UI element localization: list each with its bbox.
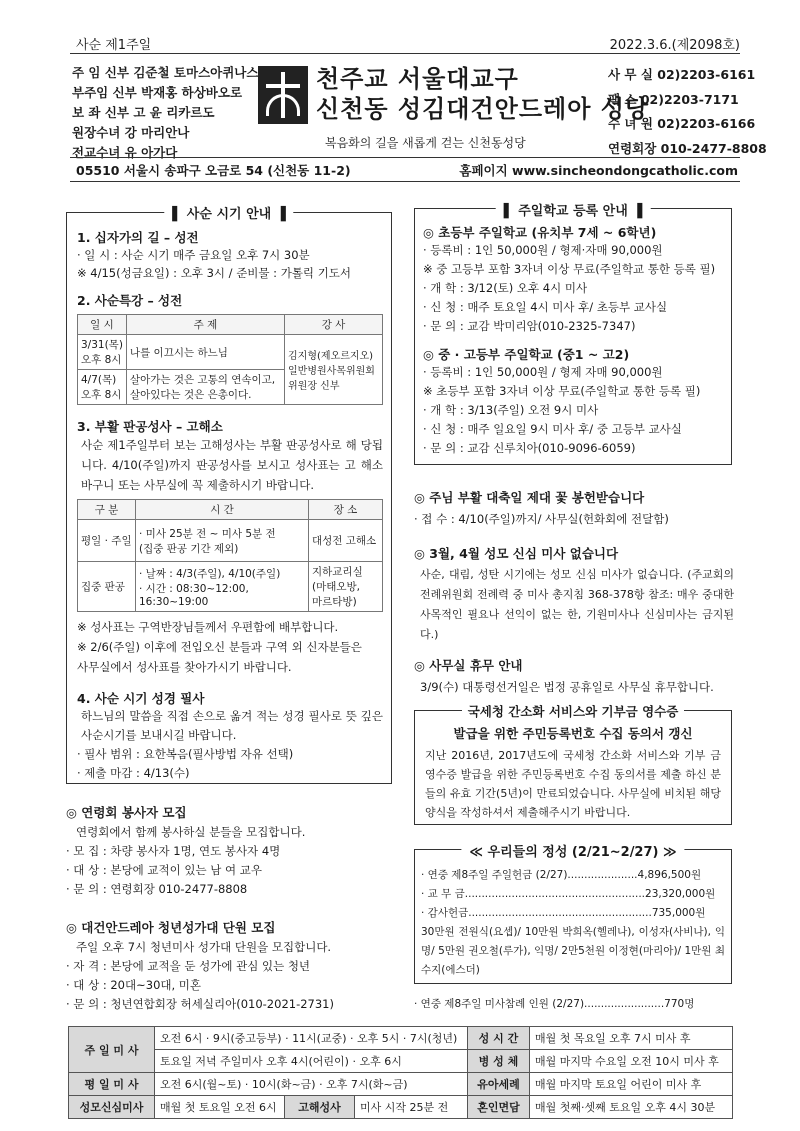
confession-header-time: 시 간 [136, 500, 309, 520]
volunteer-line: · 문 의 : 연령회장 010-2477-8808 [66, 882, 248, 896]
confession-note: 사무실에서 성사표를 찾아가시기 바랍니다. [77, 660, 292, 674]
sick-communion-label: 병 성 체 [467, 1050, 529, 1073]
lent-guide-box [66, 207, 392, 784]
youth-choir-line: · 문 의 : 청년연합회장 허세실리아(010-2021-2731) [66, 997, 334, 1011]
transcription-body: 하느님의 말씀을 직접 손으로 옮겨 적는 성경 필사로 뜻 깊은 사순시기를 보내시길 바랍니다. [81, 709, 383, 742]
offering-line: · 교 무 금......................................................23,320,000원 [421, 888, 716, 900]
sunday-mass-label: 주 일 미 사 [69, 1027, 155, 1073]
lecture-header-date: 일 시 [78, 315, 127, 335]
volunteer-line: · 대 상 : 본당에 교적이 있는 남 여 교우 [66, 863, 262, 877]
attendance-line: · 연중 제8주일 미사참례 인원 (2/27)........................770명 [414, 998, 695, 1010]
easter-flowers-notice [414, 488, 734, 528]
issue-date: 2022.3.6.(제2098호) [609, 38, 740, 53]
sunday-mass-times: 오전 6시 · 9시(중고등부) · 11시(교중) · 오후 5시 · 7시(청년) [155, 1027, 468, 1050]
transcription-range: · 필사 범위 : 요한복음(필사방법 자유 선택) [77, 747, 294, 761]
homepage-link[interactable]: 홈페이지 www.sincheondongcatholic.com [459, 163, 738, 178]
church-address: 05510 서울시 송파구 오금로 54 (신천동 11-2) [76, 163, 351, 178]
youth-choir-title: ◎ 대건안드레아 청년성가대 단원 모집 [66, 920, 276, 935]
transcription-title: 4. 사순 시기 성경 필사 [77, 691, 205, 706]
header-divider-top [70, 53, 740, 54]
church-name [316, 64, 649, 124]
youth-choir-intro: 주일 오후 7시 청년미사 성가대 단원을 모집합니다. [76, 940, 332, 954]
sick-communion-time: 매월 마지막 수요일 오전 10시 미사 후 [529, 1050, 732, 1073]
stations-note: ※ 4/15(성금요일) : 오후 3시 / 준비물 : 가톨릭 기도서 [77, 266, 352, 280]
church-name-line1: 천주교 서울대교구 [316, 65, 519, 93]
no-mass-title: ◎ 3월, 4월 성모 신심 미사 없습니다 [414, 546, 619, 561]
marian-mass-label: 성모신심미사 [69, 1096, 155, 1119]
lecture-table [77, 314, 383, 405]
header-divider-mid [70, 157, 740, 158]
church-logo-icon [258, 66, 308, 124]
header-divider-bottom [70, 181, 740, 182]
contact-convent: 수 녀 원 02)2203-6166 [608, 116, 756, 131]
lecture-date: 4/7(목) 오후 8시 [78, 370, 127, 405]
infant-baptism-label: 유아세례 [467, 1073, 529, 1096]
volunteer-notice [66, 803, 392, 899]
easter-flowers-title: ◎ 주님 부활 대축일 제대 꽃 봉헌받습니다 [414, 490, 645, 505]
youth-choir-notice [66, 918, 392, 1014]
staff-sister: 전교수녀 유 아가다 [72, 145, 178, 160]
confession-schedule: 미사 시작 25분 전 [355, 1096, 468, 1119]
confession-place: 지하교리실 (마태오방, 마르타방) [309, 562, 383, 612]
offering-title: ≪ 우리들의 정성 (2/21~2/27) ≫ [461, 841, 684, 860]
marian-mass-time: 매월 첫 토요일 오전 6시 [155, 1096, 285, 1119]
office-closed-notice [414, 656, 734, 696]
offering-line: · 연중 제8주일 주일헌금 (2/27).....................4,896,500원 [421, 869, 702, 881]
elementary-line: ※ 중 고등부 포함 3자녀 이상 무료(주일학교 통한 등록 필) [423, 262, 716, 276]
staff-superior: 원장수녀 강 마리안나 [72, 125, 190, 140]
holy-hour-time: 매월 첫 목요일 오후 7시 미사 후 [529, 1027, 732, 1050]
volunteer-line: · 모 집 : 차량 봉사자 1명, 연도 봉사자 4명 [66, 844, 281, 858]
office-closed-line: 3/9(수) 대통령선거일은 법정 공휴일로 사무실 휴무합니다. [420, 680, 714, 694]
tax-title-2: 발급을 위한 주민등록번호 수집 동의서 갱신 [453, 726, 693, 741]
contact-office: 사 무 실 02)2203-6161 [608, 67, 756, 82]
easter-flowers-line: · 접 수 : 4/10(주일)까지/ 사무실(헌화회에 전달함) [414, 512, 669, 526]
staff-assistant: 보 좌 신부 고 윤 리카르도 [72, 105, 215, 120]
lent-guide-title: ▌ 사순 시기 안내 ▐ [164, 203, 293, 222]
staff-pastor: 주 임 신부 김준철 토마스아퀴나스 [72, 65, 259, 80]
saturday-mass-times: 토요일 저녁 주일미사 오후 4시(어린이) · 오후 6시 [155, 1050, 468, 1073]
middle-high-line: · 신 청 : 매주 일요일 9시 미사 후/ 중 고등부 교사실 [423, 422, 682, 436]
confession-note: ※ 성사표는 구역반장님들께서 우편함에 배부합니다. [77, 620, 339, 634]
elementary-line: · 등록비 : 1인 50,000원 / 형제·자매 90,000원 [423, 243, 663, 257]
lecture-header-speaker: 강 사 [285, 315, 383, 335]
middle-high-line: · 등록비 : 1인 50,000원 / 형제 자매 90,000원 [423, 365, 663, 379]
transcription-deadline: · 제출 마감 : 4/13(수) [77, 766, 190, 780]
office-closed-title: ◎ 사무실 휴무 안내 [414, 658, 523, 673]
tax-body: 지난 2016년, 2017년도에 국세청 간소화 서비스와 기부 금 영수증 발급을 위한 주민등록번호 수집 동의서를 제출 하신 분들의 유효 기간(5년)이 만료되었습니다. 사무실에 비치된 해당 양식을 작성하셔서 제출해주시기 바랍니다. [425, 749, 721, 819]
weekday-mass-times: 오전 6시(월~토) · 10시(화~금) · 오후 7시(화~금) [155, 1073, 468, 1096]
lecture-date: 3/31(목) 오후 8시 [78, 335, 127, 370]
elementary-title: ◎ 초등부 주일학교 (유치부 7세 ~ 6학년) [423, 225, 657, 240]
stations-line: · 일 시 : 사순 시기 매주 금요일 오후 7시 30분 [77, 248, 310, 262]
confession-header-type: 구 분 [78, 500, 136, 520]
youth-choir-line: · 대 상 : 20대~30대, 미혼 [66, 978, 202, 992]
confession-type: 평일 · 주일 [78, 520, 136, 562]
confession-note: ※ 2/6(주일) 이후에 전입오신 분들과 구역 외 신자분들은 [77, 640, 362, 654]
middle-high-line: ※ 초등부 포함 3자녀 이상 무료(주일학교 통한 등록 필) [423, 384, 701, 398]
youth-choir-line: · 자 격 : 본당에 교적을 둔 성가에 관심 있는 청년 [66, 959, 311, 973]
staff-list [72, 63, 258, 163]
tax-title-1: 국세청 간소화 서비스와 기부금 영수증 [462, 704, 685, 719]
contact-funeral: 연령회장 010-2477-8808 [608, 140, 767, 156]
no-mass-body: 사순, 대림, 성탄 시기에는 성모 신심 미사가 없습니다. (주교회의 전례위원회 전례력 중 미사 총지침 368-378항 참조: 매우 중대한 사목적인 필요나 선익이 없는 한, 기원미사나 신심미사는 금지된다.) [420, 568, 734, 641]
contact-list [608, 63, 767, 161]
no-mass-notice [414, 544, 734, 645]
confession-label: 고해성사 [285, 1096, 355, 1119]
holy-hour-label: 성 시 간 [467, 1027, 529, 1050]
church-name-line2: 신천동 성김대건안드레아 성당 [316, 95, 650, 123]
infant-baptism-time: 매월 마지막 토요일 어린이 미사 후 [529, 1073, 732, 1096]
elementary-line: · 신 청 : 매주 토요일 4시 미사 후/ 초등부 교사실 [423, 300, 668, 314]
church-motto: 복음화의 길을 새롭게 걷는 신천동성당 [325, 136, 526, 150]
lecture-topic: 살아가는 것은 고통의 연속이고, 살아있다는 것은 은총이다. [126, 370, 284, 405]
contact-fax: 팩 스 02)2203-7171 [608, 91, 739, 107]
confession-time: · 날짜 : 4/3(주일), 4/10(주일) · 시간 : 08:30~12:00, 16:30~19:00 [136, 562, 309, 612]
marriage-interview-label: 혼인면담 [467, 1096, 529, 1119]
volunteer-intro: 연령회에서 함께 봉사하실 분들을 모집합니다. [76, 825, 306, 839]
middle-high-title: ◎ 중 · 고등부 주일학교 (중1 ~ 고2) [423, 347, 630, 362]
middle-high-line: · 문 의 : 교감 신루치아(010-9096-6059) [423, 441, 636, 455]
confession-time: · 미사 25분 전 ~ 미사 5분 전 (집중 판공 기간 제외) [136, 520, 309, 562]
confession-title: 3. 부활 판공성사 – 고해소 [77, 419, 223, 434]
address-row [76, 161, 738, 179]
tax-consent-box [414, 704, 732, 825]
offering-box [414, 845, 732, 984]
lecture-topic: 나를 이끄시는 하느님 [126, 335, 284, 370]
offering-donors: 30만원 전원식(요셉)/ 10만원 박희옥(헬레나), 이성자(사비나), 익명/ 5만원 권오철(루가), 익명/ 2만5천원 이정현(마리아)/ 1만원 최수지(에스더) [421, 926, 725, 976]
confession-body: 사순 제1주일부터 보는 고해성사는 부활 판공성사로 해 당됩니다. 4/10(주일)까지 판공성사를 보시고 성사표는 고 해소 바구니 또는 사무실에 꼭 제출하시기 바랍니다. [81, 438, 383, 492]
liturgical-week: 사순 제1주일 [76, 38, 152, 53]
volunteer-title: ◎ 연령회 봉사자 모집 [66, 805, 187, 820]
weekday-mass-label: 평 일 미 사 [69, 1073, 155, 1096]
elementary-line: · 개 학 : 3/12(토) 오후 4시 미사 [423, 281, 588, 295]
confession-header-place: 장 소 [309, 500, 383, 520]
lecture-header-topic: 주 제 [126, 315, 284, 335]
mass-schedule-table [68, 1026, 733, 1119]
lecture-speaker: 김지형(제오르지오) 일반병원사목위원회 위원장 신부 [285, 335, 383, 405]
middle-high-line: · 개 학 : 3/13(주일) 오전 9시 미사 [423, 403, 599, 417]
confession-table [77, 499, 383, 612]
sunday-school-box [414, 204, 732, 465]
staff-associate: 부주임 신부 박재홍 하상바오로 [72, 85, 243, 100]
confession-place: 대성전 고해소 [309, 520, 383, 562]
confession-type: 집중 판공 [78, 562, 136, 612]
offering-line: · 감사헌금.......................................................735,000원 [421, 907, 706, 919]
sunday-school-title: ▌ 주일학교 등록 안내 ▐ [496, 200, 651, 219]
lecture-title: 2. 사순특강 – 성전 [77, 293, 183, 308]
stations-title: 1. 십자가의 길 – 성전 [77, 230, 199, 245]
marriage-interview-time: 매월 첫째·셋째 토요일 오후 4시 30분 [529, 1096, 732, 1119]
elementary-line: · 문 의 : 교감 박미리암(010-2325-7347) [423, 319, 636, 333]
